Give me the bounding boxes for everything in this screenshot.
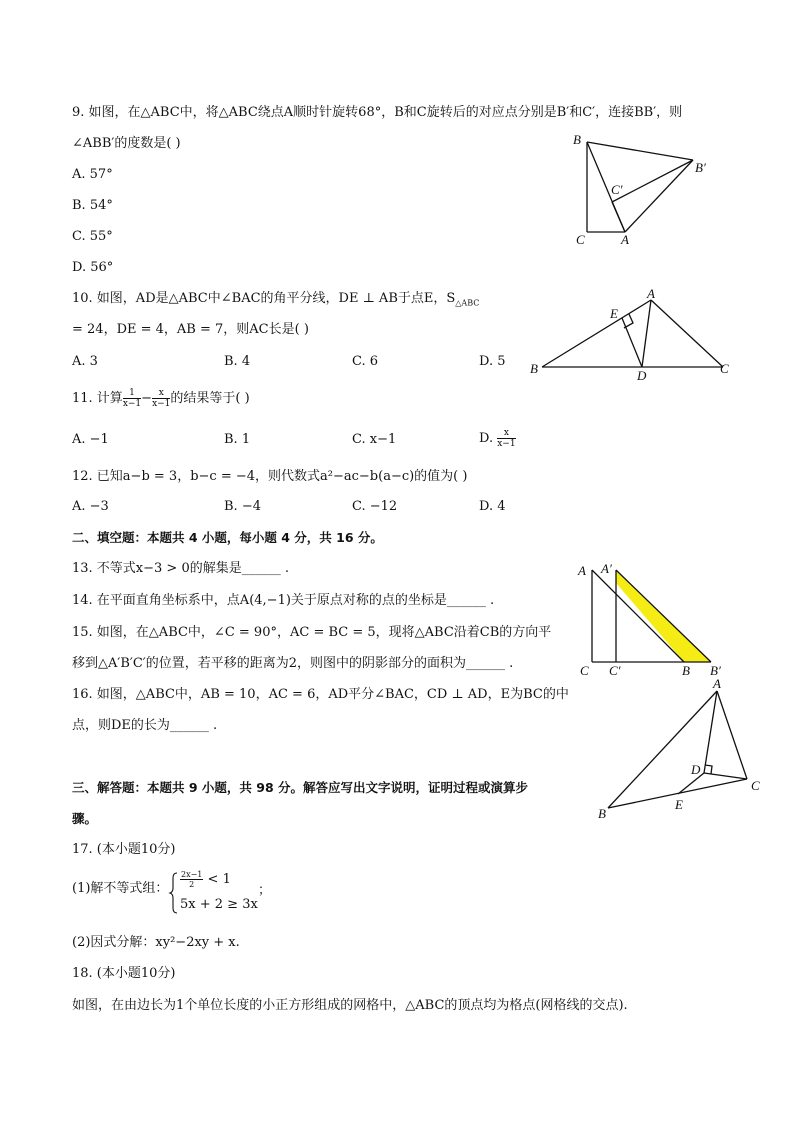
q12-option-b[interactable]: B. −4 (224, 499, 261, 514)
q12-option-a[interactable]: A. −3 (72, 499, 109, 514)
q15-label-bprime: B′ (710, 663, 721, 678)
q18-heading: 18. (本小题10分) (72, 966, 176, 981)
q10-option-b[interactable]: B. 4 (224, 354, 251, 369)
q16-label-a: A (713, 676, 721, 691)
q11-option-a[interactable]: A. −1 (72, 432, 109, 447)
q10-label-a: A (647, 286, 655, 301)
section-2-heading: 二、填空题：本题共 4 小题，每小题 4 分，共 16 分。 (72, 530, 383, 545)
q17-ineq1-num: 2x−1 (181, 870, 203, 879)
q17-ineq1-rest: < 1 (207, 872, 231, 887)
section-3-heading-line1: 三、解答题：本题共 9 小题，共 98 分。解答应写出文字说明，证明过程或演算步 (72, 780, 529, 795)
q16-label-b: B (598, 806, 606, 821)
q16-label-e: E (675, 797, 683, 812)
q11-fraction-1-den: x−1 (122, 399, 142, 409)
q9-option-c[interactable]: C. 55° (72, 229, 113, 244)
q17-ineq1-den: 2 (189, 880, 195, 889)
q17-inequality-2: 5x + 2 ≥ 3x (180, 897, 258, 912)
q9-option-a[interactable]: A. 57° (72, 167, 113, 182)
q11-suffix: 的结果等于( ) (170, 391, 250, 406)
q15-label-c: C (580, 663, 589, 678)
q15-label-cprime: C′ (609, 663, 621, 678)
q13-stem: 13. 不等式x−3 > 0的解集是______ . (72, 561, 289, 576)
q15-stem-line2: 移到△A′B′C′的位置，若平移的距离为2，则图中的阴影部分的面积为______ . (72, 656, 514, 671)
q9-label-cprime: C′ (611, 182, 623, 197)
q10-label-d: D (637, 368, 647, 383)
q10-option-c[interactable]: C. 6 (352, 354, 379, 369)
q10-label-e: E (610, 306, 618, 321)
q10-figure (528, 286, 738, 381)
q15-stem-line1: 15. 如图，在△ABC中，∠C = 90°，AC = BC = 5，现将△ABC沿着CB的方向平 (72, 625, 552, 640)
q17-heading: 17. (本小题10分) (72, 842, 176, 857)
q15-label-b: B (682, 663, 690, 678)
q9-option-d[interactable]: D. 56° (72, 260, 114, 275)
q10-stem-text: 10. 如图，AD是△ABC中∠BAC的角平分线，DE ⊥ AB于点E，S (72, 291, 456, 306)
q11-option-d-den: x−1 (497, 439, 516, 449)
q12-stem: 12. 已知a−b = 3，b−c = −4，则代数式a²−ac−b(a−c)的值为( ) (72, 469, 468, 484)
q16-stem-line2: 点，则DE的长为______ . (72, 718, 218, 733)
q17-part1-label: (1)解不等式组： (72, 881, 169, 896)
q10-label-c: C (720, 361, 729, 376)
q12-option-c[interactable]: C. −12 (352, 499, 398, 514)
q17-ineq1-fraction (180, 870, 203, 889)
q11-prefix: 11. 计算 (72, 391, 123, 406)
q18-body: 如图，在由边长为1个单位长度的小正方形组成的网格中，△ABC的顶点均为格点(网格线的交点). (72, 998, 628, 1013)
q11-stem (72, 386, 250, 412)
q9-figure (560, 128, 720, 248)
q11-option-b[interactable]: B. 1 (224, 432, 251, 447)
q9-label-c: C (576, 232, 585, 247)
q14-stem: 14. 在平面直角坐标系中，点A(4,−1)关于原点对称的点的坐标是______ . (72, 593, 495, 608)
q11-fraction-2-num: x (152, 388, 170, 399)
q16-label-c: C (751, 778, 760, 793)
q12-option-d[interactable]: D. 4 (479, 499, 506, 514)
q10-stem-line1 (72, 290, 479, 313)
q15-figure (574, 560, 734, 680)
q16-label-d: D (691, 762, 701, 777)
q17-inequality-1 (180, 870, 231, 890)
section-3-heading-line2: 骤。 (72, 811, 98, 826)
q16-figure (590, 674, 770, 824)
q9-label-b: B (573, 132, 581, 147)
q9-option-b[interactable]: B. 54° (72, 198, 113, 213)
q9-stem-line1: 9. 如图，在△ABC中，将△ABC绕点A顺时针旋转68°，B和C旋转后的对应点分别是B′和C′，连接BB′，则 (72, 105, 683, 120)
q15-label-aprime: A′ (601, 561, 612, 576)
q10-label-b: B (530, 361, 538, 376)
q9-label-a: A (621, 232, 629, 247)
q11-fraction-1 (123, 388, 141, 409)
q17-part1-end: ； (258, 883, 272, 898)
q15-label-a: A (578, 563, 586, 578)
q17-part2: (2)因式分解：xy²−2xy + x. (72, 935, 240, 950)
q11-option-d-label: D. (479, 431, 494, 446)
q10-option-d[interactable]: D. 5 (479, 354, 506, 369)
q16-stem-line1: 16. 如图，△ABC中，AB = 10，AC = 6，AD平分∠BAC，CD ⊥ AD，E为BC的中 (72, 687, 569, 702)
q11-fraction-1-num: 1 (123, 388, 141, 399)
q10-stem-line2: = 24，DE = 4，AB = 7，则AC长是( ) (72, 322, 309, 337)
q11-option-c[interactable]: C. x−1 (352, 432, 397, 447)
q10-option-a[interactable]: A. 3 (72, 354, 98, 369)
q9-label-bprime: B′ (695, 160, 706, 175)
q11-fraction-2-den: x−1 (152, 399, 171, 409)
q11-fraction-2 (152, 388, 170, 409)
q9-stem-line2: ∠ABB′的度数是( ) (72, 136, 181, 151)
q17-brace (170, 872, 178, 914)
q10-area-subscript: △ABC (455, 298, 480, 308)
q11-minus: − (141, 391, 153, 406)
q11-option-d[interactable] (479, 426, 516, 452)
q11-option-d-fraction (497, 428, 515, 449)
q11-option-d-num: x (497, 428, 515, 439)
